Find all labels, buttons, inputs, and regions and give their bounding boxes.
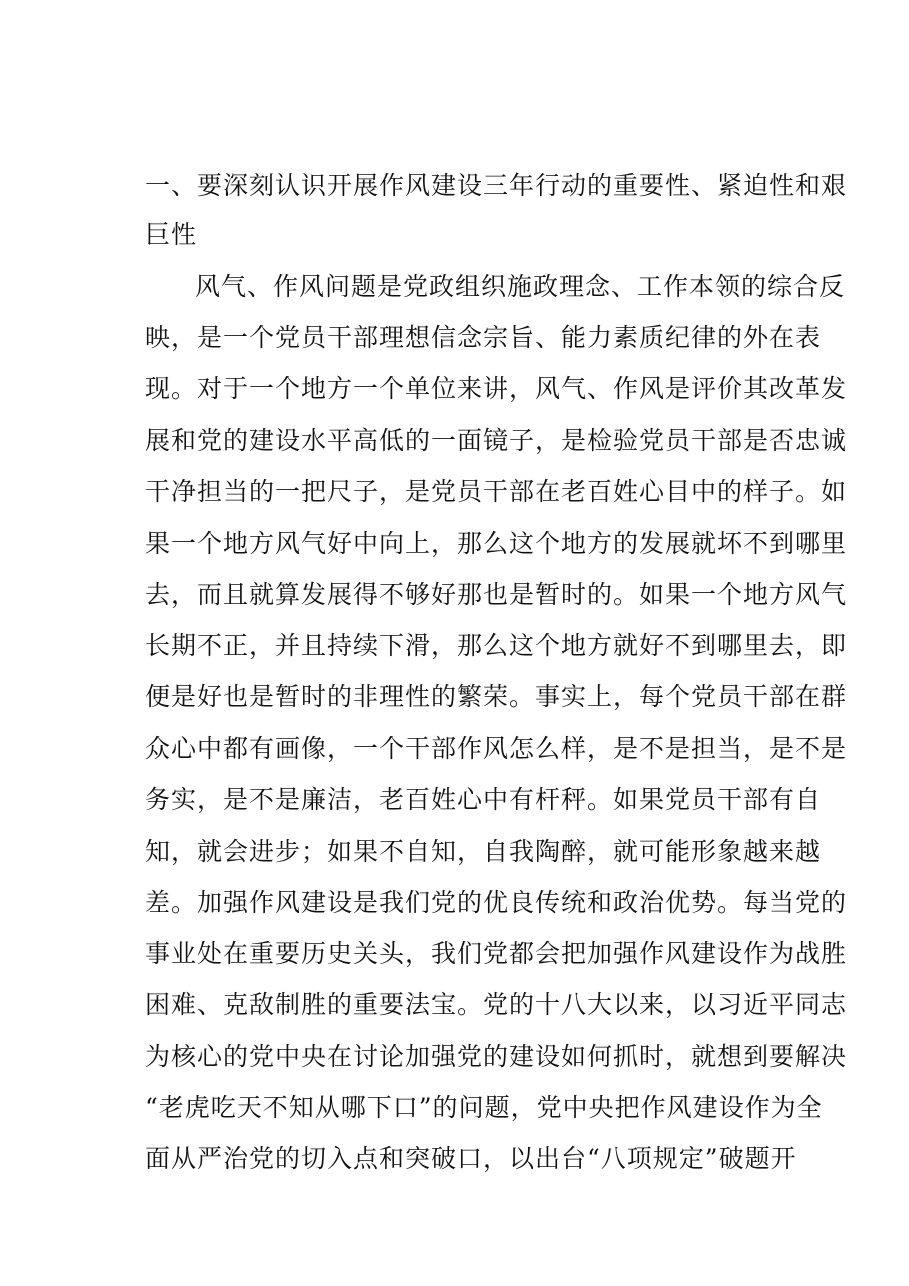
paragraph-line-15: 困难、克敌制胜的重要法宝。党的十八大以来，以习近平同志	[145, 990, 848, 1019]
paragraph-line-11: 务实，是不是廉洁，老百姓心中有杆秤。如果党员干部有自	[145, 785, 822, 814]
paragraph-line-3: 现。对于一个地方一个单位来讲，风气、作风是评价其改革发	[145, 374, 848, 403]
paragraph-line-18: 面从严治党的切入点和突破口，以出台“八项规定”破题开	[145, 1144, 797, 1173]
paragraph-line-5: 干净担当的一把尺子，是党员干部在老百姓心目中的样子。如	[145, 477, 848, 506]
paragraph-line-12: 知，就会进步；如果不自知，自我陶醉，就可能形象越来越	[145, 837, 822, 866]
paragraph-line-17: “老虎吃天不知从哪下口”的问题，党中央把作风建设作为全	[145, 1093, 823, 1122]
paragraph-line-2: 映，是一个党员干部理想信念宗旨、能力素质纪律的外在表	[145, 323, 822, 352]
paragraph-line-10: 众心中都有画像，一个干部作风怎么样，是不是担当，是不是	[145, 734, 848, 763]
paragraph-line-1: 风气、作风问题是党政组织施政理念、工作本领的综合反	[195, 272, 846, 301]
paragraph-line-6: 果一个地方风气好中向上，那么这个地方的发展就坏不到哪里	[145, 529, 848, 558]
paragraph-line-14: 事业处在重要历史关头，我们党都会把加强作风建设作为战胜	[145, 939, 848, 968]
paragraph-line-7: 去，而且就算发展得不够好那也是暂时的。如果一个地方风气	[145, 580, 848, 609]
paragraph-line-16: 为核心的党中央在讨论加强党的建设如何抓时，就想到要解决	[145, 1042, 848, 1071]
heading-line-2: 巨性	[145, 220, 198, 249]
paragraph-line-9: 便是好也是暂时的非理性的繁荣。事实上，每个党员干部在群	[145, 682, 848, 711]
paragraph-line-8: 长期不正，并且持续下滑，那么这个地方就好不到哪里去，即	[145, 631, 848, 660]
paragraph-line-4: 展和党的建设水平高低的一面镜子，是检验党员干部是否忠诚	[145, 426, 848, 455]
paragraph-line-13: 差。加强作风建设是我们党的优良传统和政治优势。每当党的	[145, 888, 848, 917]
heading-line-1: 一、要深刻认识开展作风建设三年行动的重要性、紧迫性和艰	[145, 171, 848, 200]
